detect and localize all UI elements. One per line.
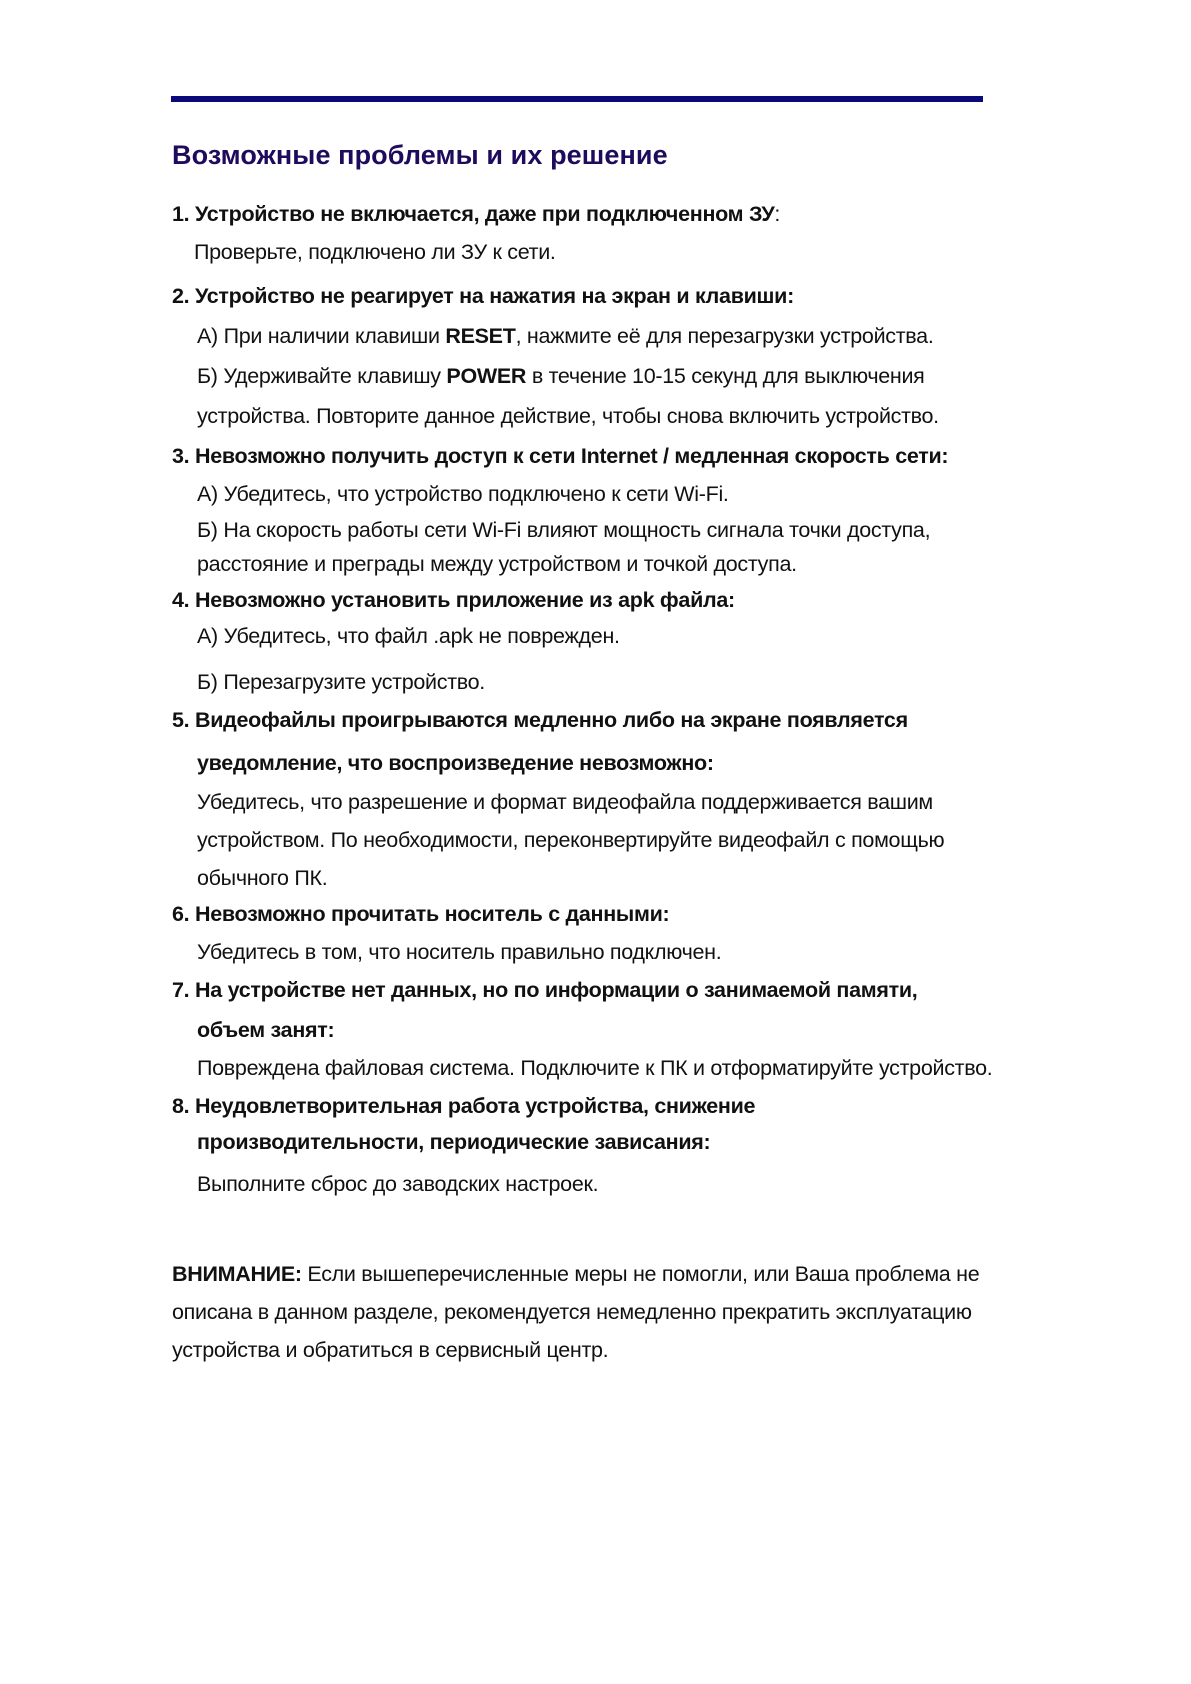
item-5-text-b: устройством. По необходимости, переконвертируйте видеофайл с помощью [197,828,945,852]
item-8-heading-cont: производительности, периодические зависания: [197,1130,711,1154]
power-key-label: POWER [446,364,527,388]
warning-line-1: ВНИМАНИЕ: Если вышеперечисленные меры не помогли, или Ваша проблема не [172,1262,980,1286]
item-5-text-c: обычного ПК. [197,866,328,890]
item-4-text-a: А) Убедитесь, что файл .apk не поврежден. [197,624,620,648]
item-5-text-a: Убедитесь, что разрешение и формат видеофайла поддерживается вашим [197,790,933,814]
item-2-text-a: А) При наличии клавиши RESET, нажмите её для перезагрузки устройства. [197,324,934,348]
item-5-heading-cont: уведомление, что воспроизведение невозможно: [197,751,714,775]
item-8-text: Выполните сброс до заводских настроек. [197,1172,599,1196]
item-2-text-b: Б) Удерживайте клавишу POWER в течение 10-15 секунд для выключения [197,364,925,388]
item-2-heading: 2. Устройство не реагирует на нажатия на экран и клавиши: [172,284,794,308]
item-4-heading: 4. Невозможно установить приложение из apk файла: [172,588,735,612]
reset-key-label: RESET [445,324,516,348]
item-1-heading: 1. Устройство не включается, даже при подключенном ЗУ: [172,202,781,226]
page-title: Возможные проблемы и их решение [172,140,668,170]
warning-line-3: устройства и обратиться в сервисный центр. [172,1338,609,1362]
item-6-heading: 6. Невозможно прочитать носитель с данными: [172,902,670,926]
item-4-text-b: Б) Перезагрузите устройство. [197,670,485,694]
warning-label: ВНИМАНИЕ: [172,1262,302,1286]
warning-line-2: описана в данном разделе, рекомендуется немедленно прекратить эксплуатацию [172,1300,972,1324]
item-3-text-a: А) Убедитесь, что устройство подключено к сети Wi-Fi. [197,482,729,506]
item-5-heading: 5. Видеофайлы проигрываются медленно либо на экране появляется [172,708,908,732]
item-8-heading: 8. Неудовлетворительная работа устройства, снижение [172,1094,756,1118]
item-7-heading-cont: объем занят: [197,1018,335,1042]
item-2-text-c: устройства. Повторите данное действие, чтобы снова включить устройство. [197,404,939,428]
item-1-text: Проверьте, подключено ли ЗУ к сети. [194,240,556,264]
item-3-text-c: расстояние и преграды между устройством и точкой доступа. [197,552,797,576]
item-3-heading: 3. Невозможно получить доступ к сети Internet / медленная скорость сети: [172,444,949,468]
item-7-text: Повреждена файловая система. Подключите к ПК и отформатируйте устройство. [197,1056,993,1080]
item-7-heading: 7. На устройстве нет данных, но по информации о занимаемой памяти, [172,978,918,1002]
item-6-text: Убедитесь в том, что носитель правильно подключен. [197,940,722,964]
item-3-text-b: Б) На скорость работы сети Wi-Fi влияют мощность сигнала точки доступа, [197,518,931,542]
header-rule [171,96,983,102]
